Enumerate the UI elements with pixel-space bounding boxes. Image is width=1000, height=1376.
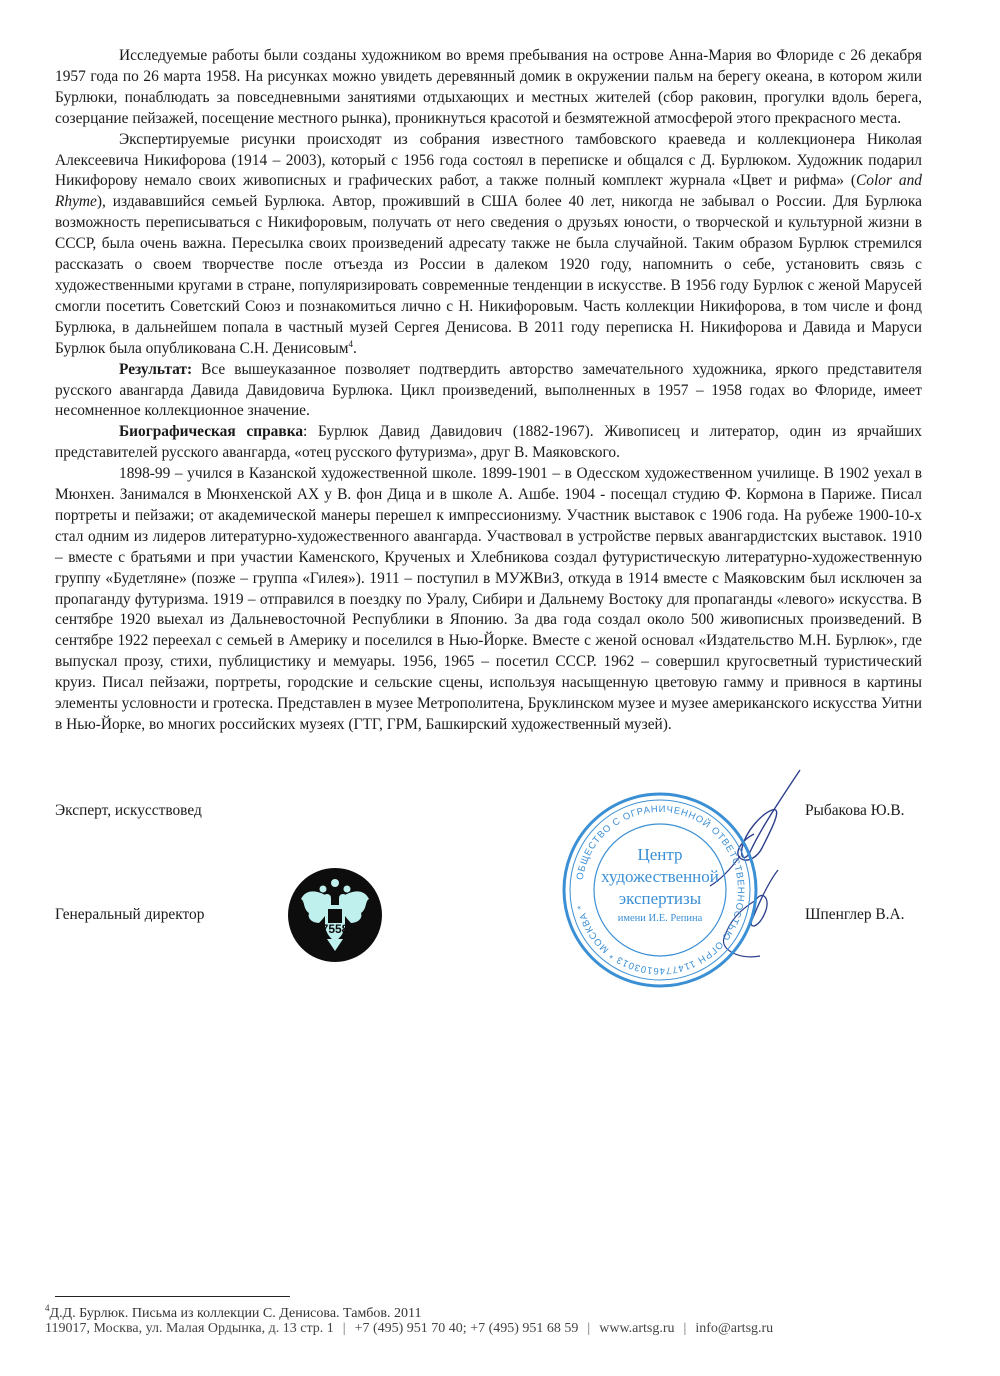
hologram-emblem-icon	[285, 865, 385, 965]
director-name: Шпенглер В.А.	[805, 906, 905, 923]
page-footer	[45, 1321, 773, 1337]
footer-separator: |	[587, 1321, 591, 1336]
director-role: Генеральный директор	[55, 906, 205, 923]
paragraph-text: : Бурлюк Давид Давидович (1882-1967). Живописец и литератор, один из ярчайших представителей русского авангарда, «отец русского футуризма», друг В. Маяковского.	[55, 423, 922, 462]
stamp-line-2: художественной	[601, 867, 719, 886]
body-text	[55, 46, 922, 736]
footnote-ref[interactable]: 4	[348, 338, 353, 349]
journal-title-english: Color and Rhyme	[55, 172, 922, 211]
paragraph-provenance	[55, 130, 922, 360]
paragraph-bio-intro	[55, 422, 922, 464]
svg-text:7558: 7558	[321, 922, 349, 936]
paragraph-bio-details	[55, 464, 922, 736]
footer-phones[interactable]: +7 (495) 951 70 40; +7 (495) 951 68 59	[354, 1321, 579, 1336]
result-label: Результат:	[119, 360, 193, 378]
footnote	[45, 1303, 422, 1322]
footer-separator: |	[342, 1321, 346, 1336]
footer-separator: |	[683, 1321, 687, 1336]
bio-label: Биографическая справка	[119, 423, 304, 441]
stamp-line-1: Центр	[637, 845, 683, 864]
paragraph-florida-works	[55, 46, 922, 130]
footnote-text: Д.Д. Бурлюк. Письма из коллекции С. Денисова. Тамбов. 2011	[49, 1306, 422, 1321]
footer-address: 119017, Москва, ул. Малая Ордынка, д. 13 стр. 1	[45, 1321, 334, 1336]
footer-website-link[interactable]: www.artsg.ru	[599, 1321, 675, 1336]
paragraph-text: ), издававшийся семьей Бурлюка. Автор, проживший в США более 40 лет, никогда не забывал о России. Для Бурлюка возможность переписываться с Никифоровым, получать от него сведения о друзьях юности, о творческой и культурной жизни в СССР, была очень важна. Пересылка своих произведений адресату также не была случайной. Таким образом Бурлюк стремился рассказать о своем творчестве после отъезда из России в далеком 1920 году, напомнить о себе, установить связь с художественными кругами в стране, популяризировать современные тенденции в искусстве. В 1956 году Бурлюк с женой Марусей смогли посетить Советский Союз и познакомиться лично с Н. Никифоровым. Часть коллекции Никифорова, в том числе и фонд Бурлюка, в дальнейшем попала в частный музей Сергея Денисова. В 2011 году переписка Н. Никифорова и Давида и Маруси Бурлюк была опубликована С.Н. Денисовым	[55, 193, 922, 357]
paragraph-end: .	[352, 339, 357, 357]
paragraph-text: Все вышеуказанное позволяет подтвердить авторство замечательного художника, яркого представителя русского авангарда Давида Давидовича Бурлюка. Цикл произведений, выполненных в 1957 – 1958 годах во Флориде, имеет несомненное коллекционное значение.	[55, 360, 922, 420]
paragraph-text: Экспертируемые рисунки происходят из собрания известного тамбовского краеведа и коллекционера Николая Алексеевича Никифорова (1914 – 2003), который с 1956 года состоял в переписке и общался с Д. Бурлюком. Художник подарил Никифорову немало своих живописных и графических работ, а также полный комплект журнала «Цвет и рифма» (	[55, 130, 922, 190]
footer-email-link[interactable]: info@artsg.ru	[695, 1321, 774, 1336]
paragraph-result	[55, 360, 922, 423]
expert-name: Рыбакова Ю.В.	[805, 802, 905, 819]
paragraph-text: Исследуемые работы были созданы художником во время пребывания на острове Анна-Мария во Флориде с 26 декабря 1957 года по 26 марта 1958. На рисунках можно увидеть деревянный домик в окружении пальм на берегу океана, в котором жили Бурлюки, понаблюдать за повседневными занятиями отдыхающих и местных жителей (сбор раковин, прогулки вдоль берега, созерцание пейзажей, посещение местного рынка), проникнуться красотой и безмятежной атмосферой этого прекрасного места.	[55, 47, 922, 127]
expert-role: Эксперт, искусствовед	[55, 802, 202, 819]
paragraph-text: 1898-99 – учился в Казанской художественной школе. 1899-1901 – в Одесском художественном училище. В 1902 уехал в Мюнхен. Занимался в Мюнхенской АХ у В. фон Дица и в школе А. Ашбе. 1904 - посещал студию Ф. Кормона в Париже. Писал портреты и пейзажи; от академической манеры перешел к импрессионизму. Участник выставок с 1906 года. На рубеже 1900-10-х стал одним из лидеров литературно-художественного авангарда. Участвовал в устройстве первых авангардистских выставок. 1910 – вместе с братьями и при участии Каменского, Крученых и Хлебникова создал футуристическую литературно-художественную группу «Будетляне» (позже – группа «Гилея»). 1911 – поступил в МУЖВиЗ, откуда в 1914 вместе с Маяковским был исключен за пропаганду футуризма. 1919 – отправился в поездку по Уралу, Сибири и Дальнему Востоку для пропаганды «левого» искусства. В сентябре 1920 выехал из Дальневосточной Республики в Японию. За два года создал около 500 живописных произведений. В сентябре 1922 переехал с семьей в Америку и поселился в Нью-Йорке. Вместе с женой основал «Издательство М.Н. Бурлюк», где выпускал прозу, стихи, публицистику и мемуары. 1956, 1965 – посетил СССР. 1962 – совершил кругосветный туристический круиз. Писал пейзажи, портреты, городские и сельские сцены, используя насыщенную цветовую гамму и привнося в картины элементы условности и гротеска. Представлен в музее Метрополитена, Бруклинском музее и музее американского искусства Уитни в Нью-Йорке, во многих российских музеях (ГТГ, ГРМ, Башкирский художественный музей).	[55, 465, 922, 733]
stamp-line-3: экспертизы	[618, 889, 702, 908]
stamp-ring-text: ОБЩЕСТВО С ОГРАНИЧЕННОЙ ОТВЕТСТВЕННОСТЬЮ ОГРН 1147746103013 * МОСКВА *	[574, 803, 747, 977]
company-stamp	[560, 790, 760, 990]
footnote-divider	[55, 1296, 290, 1297]
stamp-line-4: имени И.Е. Репина	[617, 913, 703, 924]
footnote-marker: 4	[45, 1303, 50, 1313]
